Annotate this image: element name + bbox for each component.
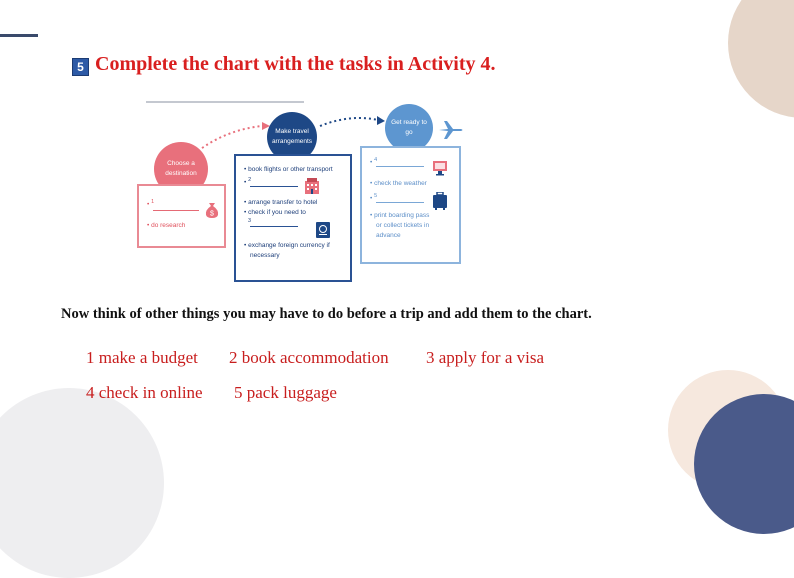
answer-2: 2 book accommodation (229, 348, 389, 367)
box3-blank-4 (376, 166, 424, 167)
passport-icon (316, 222, 330, 238)
box3-item-6: advance (376, 232, 401, 239)
box2-item-2: • $^2$ (244, 177, 252, 187)
answer-4: 4 check in online (86, 383, 203, 402)
box2-blank-2 (250, 186, 298, 187)
box3-item-4: • print boarding pass (370, 212, 430, 219)
box2-blank-3 (250, 226, 298, 227)
step-circle-choose-destination: Choose a destination (154, 142, 208, 196)
step-circle-get-ready: Get ready to go (385, 104, 433, 152)
decorative-top-line (0, 34, 38, 37)
answer-3: 3 apply for a visa (426, 348, 545, 367)
computer-icon (432, 160, 448, 176)
step-box-travel-arrangements (234, 154, 352, 282)
answer-5: 5 pack luggage (234, 383, 337, 402)
box2-item-5: 3 (248, 218, 252, 224)
decorative-circle-top-right (728, 0, 794, 118)
step-circle-travel-arrangements: Make travel arrangements (267, 112, 317, 162)
box3-item-5: or collect tickets in (376, 222, 430, 229)
decorative-circle-bottom-left (0, 388, 164, 578)
box1-blank-1 (153, 210, 199, 211)
box2-item-7: necessary (250, 252, 280, 259)
box3-item-2: • check the weather (370, 180, 427, 187)
box2-item-4: • check if you need to (244, 209, 306, 216)
box1-bullet-1: • $^1$ (147, 199, 155, 209)
activity-number-badge: 5 (72, 58, 89, 76)
box3-blank-5 (376, 202, 424, 203)
instruction-text: Now think of other things you may have to do before a trip and add them to the chart. (61, 306, 592, 322)
luggage-icon (432, 192, 448, 210)
box3-item-1: • $^4$ (370, 157, 378, 167)
box2-item-6: • exchange foreign currency if (244, 242, 330, 249)
box2-item-3: • arrange transfer to hotel (244, 199, 318, 206)
svg-text:$: $ (210, 210, 214, 218)
money-bag-icon (204, 202, 220, 218)
box2-item-1: • book flights or other transport (244, 166, 333, 173)
airplane-icon (438, 120, 464, 140)
answer-1: 1 make a budget (86, 348, 198, 367)
hotel-icon (304, 178, 320, 194)
box3-item-3: • $^5$ (370, 193, 378, 203)
activity-title: Complete the chart with the tasks in Activity 4. (95, 53, 496, 75)
box1-bullet-2: • do research (147, 222, 186, 229)
